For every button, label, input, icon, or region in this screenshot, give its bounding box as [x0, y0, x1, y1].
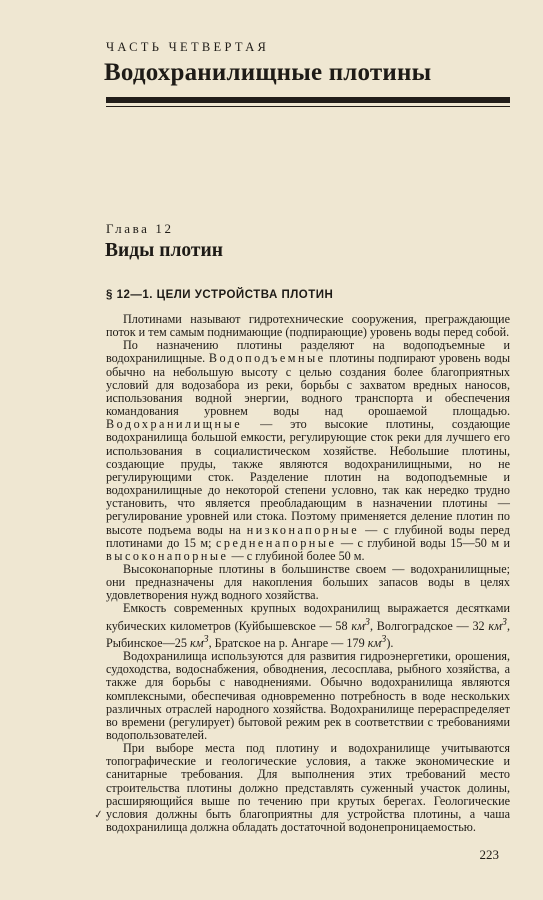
chapter-label: Глава 12 — [106, 221, 174, 236]
paragraph — [106, 339, 510, 563]
body-text — [106, 313, 510, 834]
spaced-term: Водоподъемные — [208, 351, 326, 366]
unit: $км^3$ — [367, 633, 387, 650]
paragraph — [106, 650, 510, 742]
paragraph-text: По назначению плотины разделяют на водоподъемные и водохранилищные. — [106, 338, 510, 366]
paragraph-text: — с глубиной более 50 м. — [231, 548, 365, 563]
unit: $км^3$ — [351, 616, 370, 633]
header-rule-thick — [106, 97, 510, 103]
paragraph-text: Плотинами называют гидротехнические сооружения, преграждающие поток и тем самым поднимающие (подпирающие) уровень воды перед собой. — [106, 312, 510, 340]
paragraph — [106, 313, 510, 339]
header-rule-thin — [106, 106, 510, 107]
part-title: Водохранилищные плотины — [104, 59, 432, 86]
spaced-term: высоконапорные — [106, 548, 229, 563]
paragraph-text: — с глубиной воды перед плотинами до 15 м; — [106, 522, 510, 550]
paragraph — [106, 602, 510, 650]
spaced-term: низконапорные — [246, 522, 360, 537]
paragraph-text: , Братское на р. Ангаре — 179 — [208, 635, 365, 650]
paragraph-text: При выборе места под плотину и водохранилище учитываются топографические и геологические условия, а также экономические и санитарные требования. Для выполнения этих требований место строительства плотины должно представлять суженный участок долины, расширяющийся выше по течению при крутых берегах. Геологические условия должны быть благоприятны для устройства плотины, а чаша водохранилища должна обладать достаточной водонепроницаемостью. — [106, 741, 510, 835]
paragraph-text: Водохранилища используются для развития гидроэнергетики, орошения, судоходства, водоснабжения, обводнения, лесосплава, рыбного хозяйства, а также для борьбы с наводнениями. Обычно водохранилища являются комплексными, обеспечивая одновременно потребность в воде нескольких различных отраслей народного хозяйства. Водохранилище перераспределяет во времени (регулирует) бытовой режим рек в соответствии с требованиями водопользователей. — [106, 649, 510, 742]
paragraph-text: Емкость современных крупных водохранилищ выражается десятками кубических километров (Куйбышевское — 58 — [106, 601, 510, 633]
paragraph-text: плотины подпирают уровень воды обычно на небольшую высоту с целью создания более благоприятных условий для водозабора из реки, борьбы с захватом вредных наносов, использования водной энергии, водного транспорта и обеспечения командования уровнем воды над орошаемой площадью. — [106, 351, 511, 419]
paragraph-text: , Рыбинское—25 — [106, 618, 511, 650]
spaced-term: Водохранилищные — [106, 417, 243, 432]
paragraph-text: ). — [386, 635, 394, 650]
paragraph-text: — это высокие плотины, создающие водохранилища большой емкости, регулирующие сток реки для лучшего его использования в социалистическом хозяйстве. Небольшие плотины, создающие пруды, также являются водохранилищными, но не регулирующими сток. Разделение плотин на водоподъемные и водохранилищные до некоторой степени условно, так как нередко трудно установить, что является преобладающим в назначении плотины — регулирование уровней или стока. Поэтому применяется деление плотин по высоте подъема воды на — [106, 417, 511, 537]
checkmark-icon: ✓ — [93, 807, 105, 822]
paragraph — [106, 742, 510, 834]
page-number: 223 — [479, 847, 499, 862]
paragraph-text: Высоконапорные плотины в большинстве своем — водохранилищные; они предназначены для накопления больших запасов воды в целях удовлетворения нужд водного хозяйства. — [106, 561, 510, 603]
paragraph — [106, 563, 510, 602]
unit: $км^3$ — [190, 633, 209, 650]
unit: $км^3$ — [488, 616, 507, 633]
chapter-title: Виды плотин — [105, 240, 223, 261]
part-label: ЧАСТЬ ЧЕТВЕРТАЯ — [106, 40, 270, 54]
section-title: § 12—1. ЦЕЛИ УСТРОЙСТВА ПЛОТИН — [106, 289, 334, 301]
spaced-term: средненапорные — [215, 535, 337, 550]
paragraph-text: — с глубиной воды 15—50 м и — [340, 535, 511, 550]
paragraph-text: , Волгоградское — 32 — [369, 618, 485, 633]
